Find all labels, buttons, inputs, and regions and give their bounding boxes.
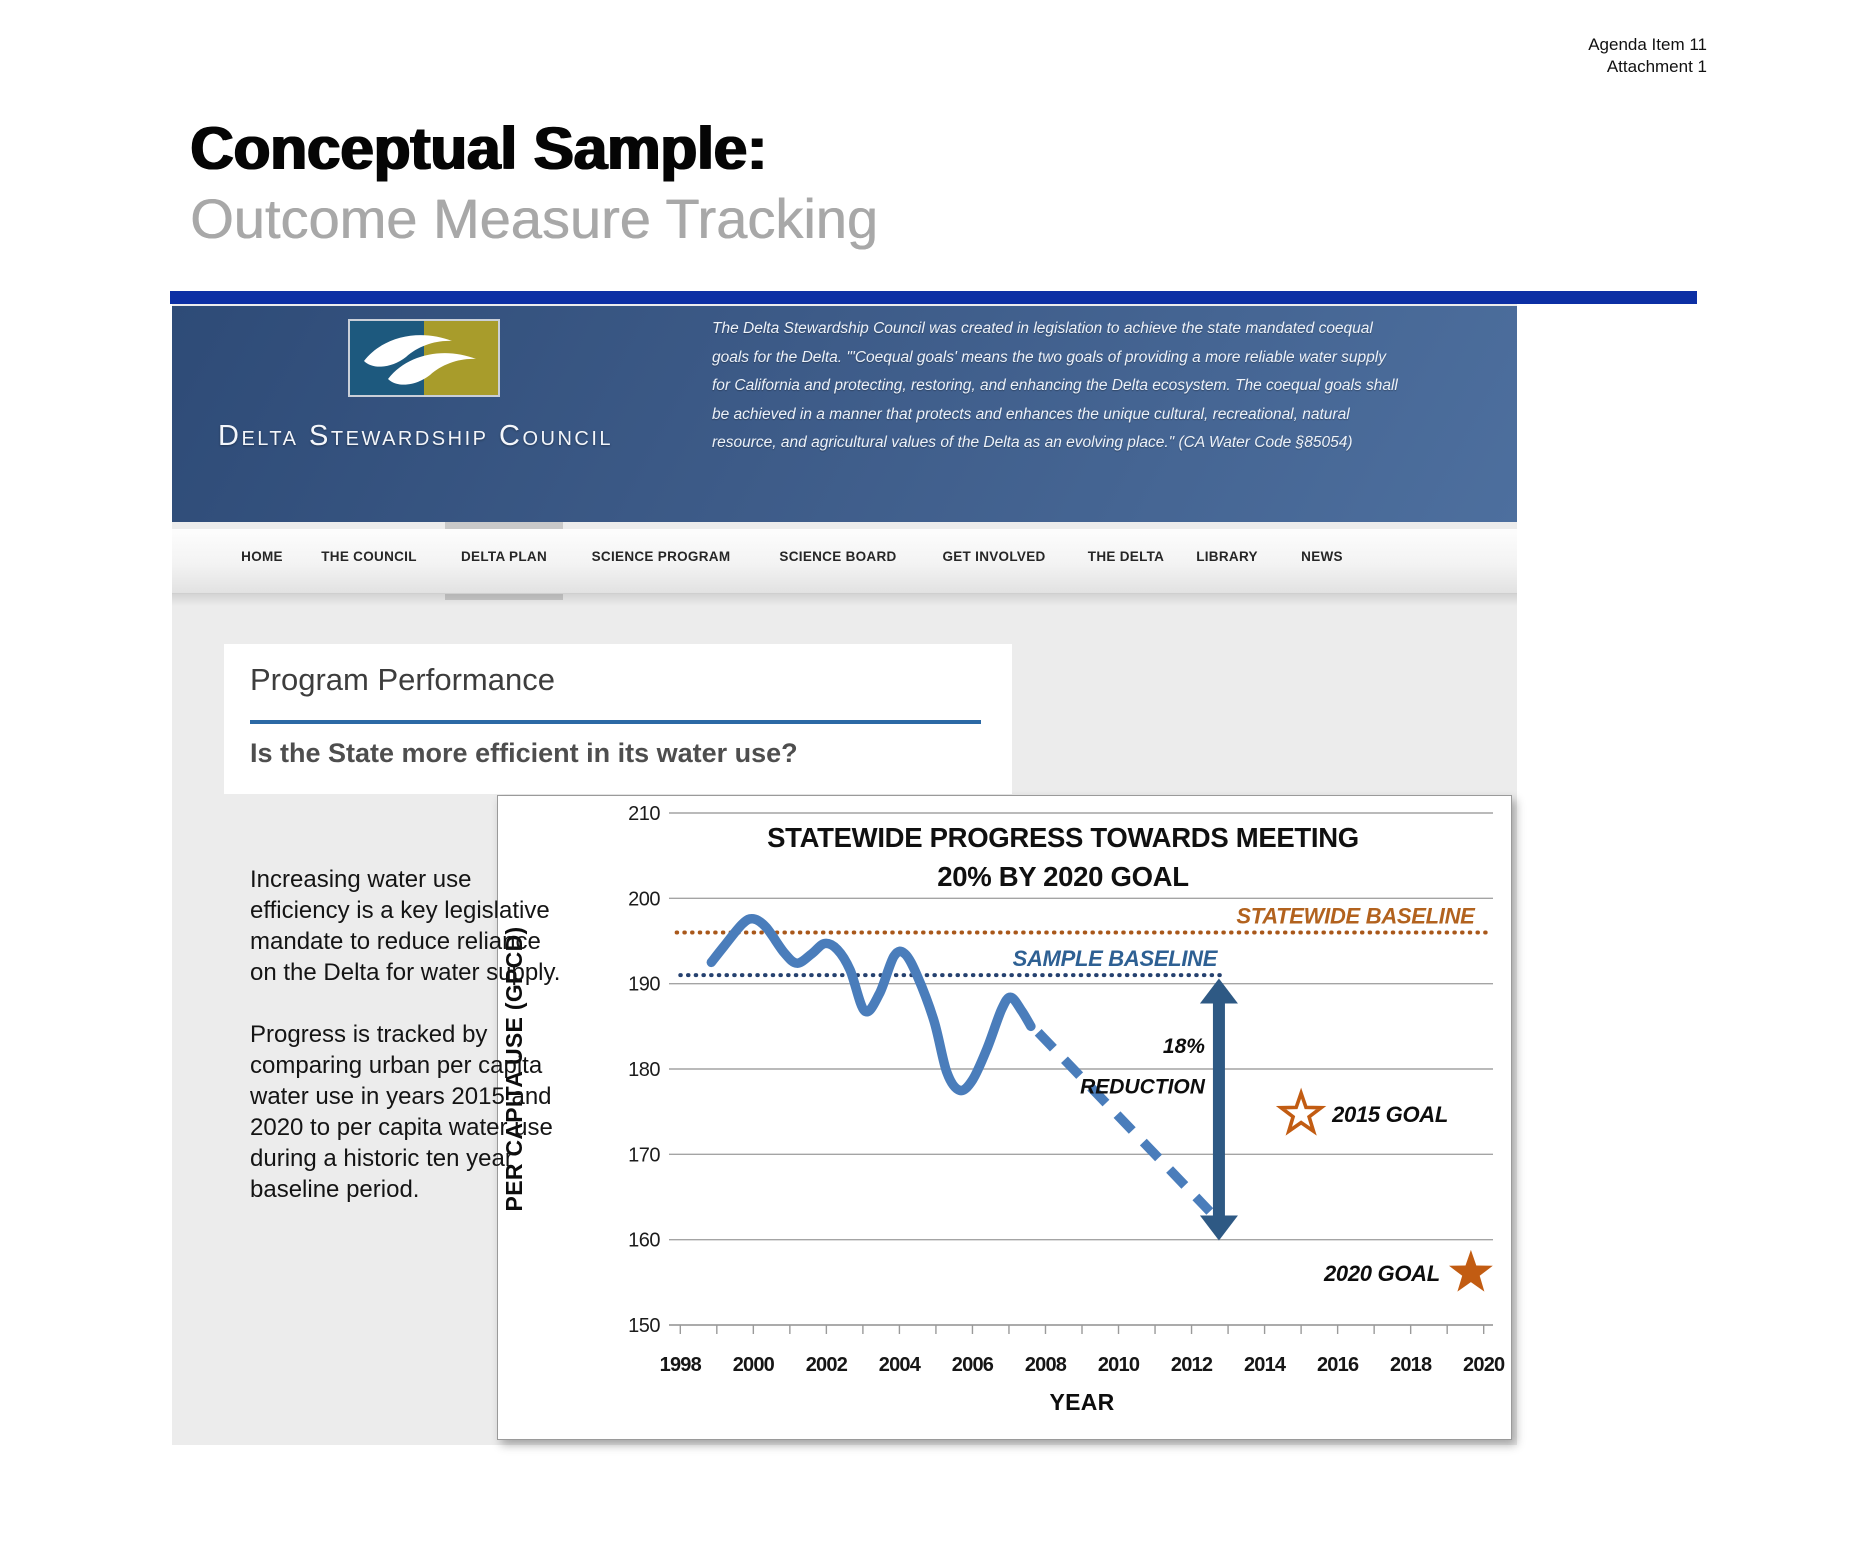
nav-item-news[interactable]: NEWS <box>1301 549 1343 564</box>
nav-item-library[interactable]: LIBRARY <box>1196 549 1258 564</box>
chart-title-line1: STATEWIDE PROGRESS TOWARDS MEETING <box>767 822 1359 853</box>
x-tick-label-2006: 2006 <box>951 1354 994 1376</box>
nav-item-the-delta[interactable]: THE DELTA <box>1087 549 1165 564</box>
nav-item-home[interactable]: HOME <box>241 549 283 564</box>
x-tick-label-2016: 2016 <box>1316 1354 1359 1376</box>
goal-label-1: 2020 GOAL <box>1324 1260 1440 1286</box>
y-tick-label-200: 200 <box>628 888 660 911</box>
nav-item-science-program[interactable]: SCIENCE PROGRAM <box>591 549 731 564</box>
mission-quote <box>712 315 1687 458</box>
paragraph-1: Increasing water use efficiency is a key legislative mandate to reduce reliance on the Delta for water supply. <box>250 866 561 986</box>
x-tick-label-2018: 2018 <box>1390 1354 1432 1376</box>
slide-title: Conceptual Sample: <box>190 115 767 182</box>
y-tick-label-150: 150 <box>628 1315 660 1337</box>
x-tick-label-2000: 2000 <box>732 1354 774 1376</box>
agenda-item-line: Agenda Item 11 <box>1588 35 1707 54</box>
delta-council-logo-icon <box>348 319 500 397</box>
nav-item-get-involved[interactable]: GET INVOLVED <box>942 549 1046 564</box>
x-tick-label-2008: 2008 <box>1024 1354 1067 1376</box>
performance-question: Is the State more efficient in its water use? <box>250 738 798 768</box>
y-tick-label-190: 190 <box>628 973 660 996</box>
baseline-label-0: STATEWIDE BASELINE <box>1236 903 1475 929</box>
y-tick-label-160: 160 <box>628 1229 660 1252</box>
goal-star-outline-icon <box>1281 1093 1321 1131</box>
y-tick-label-180: 180 <box>628 1059 660 1081</box>
quote-line: resource, and agricultural values of the Delta as an evolving place." (CA Water Code §85054) <box>712 434 1353 452</box>
x-tick-label-2002: 2002 <box>805 1354 848 1376</box>
reduction-arrow-head-down <box>1200 1216 1238 1241</box>
reduction-label-1: REDUCTION <box>1080 1075 1205 1099</box>
quote-line: The Delta Stewardship Council was created in legislation to achieve the state mandated coequal <box>712 320 1373 337</box>
quote-line: be achieved in a manner that protects and enhances the unique cultural, recreational, natural <box>712 405 1350 423</box>
nav-item-delta-plan[interactable]: DELTA PLAN <box>461 549 547 564</box>
outcome-chart <box>498 796 1511 1439</box>
slide-divider-bar <box>170 291 1697 304</box>
x-tick-label-2020: 2020 <box>1463 1354 1505 1376</box>
navbar-shadow <box>172 594 1517 606</box>
slide-subtitle: Outcome Measure Tracking <box>190 187 878 250</box>
section-title: Program Performance <box>250 662 555 697</box>
explanatory-text <box>250 864 572 1236</box>
website-capture <box>172 304 1517 1445</box>
reduction-label-0: 18% <box>1162 1034 1205 1058</box>
chart-title-line2: 20% BY 2020 GOAL <box>937 861 1189 892</box>
x-tick-label-1998: 1998 <box>659 1354 701 1376</box>
x-tick-label-2004: 2004 <box>878 1354 921 1376</box>
y-axis-title: PER CAPITA USE (GPCD) <box>501 926 527 1212</box>
reduction-arrow-head-up <box>1200 979 1238 1004</box>
x-axis-title: YEAR <box>1049 1389 1115 1415</box>
baseline-label-1: SAMPLE BASELINE <box>1012 946 1218 972</box>
nav-item-the-council[interactable]: THE COUNCIL <box>321 549 417 564</box>
program-performance-card <box>224 644 1012 794</box>
series-historic-line <box>711 919 1031 1091</box>
site-header <box>172 306 1517 522</box>
series-projection-dashed-line <box>1038 1032 1210 1211</box>
y-tick-label-170: 170 <box>628 1144 660 1167</box>
y-tick-label-210: 210 <box>628 803 660 825</box>
agenda-corner-note <box>1588 34 1707 78</box>
goal-star-filled-icon <box>1449 1250 1493 1292</box>
x-tick-label-2014: 2014 <box>1243 1354 1286 1376</box>
quote-line: for California and protecting, restoring, and enhancing the Delta ecosystem. The coequal goals shall <box>712 377 1398 395</box>
x-tick-label-2012: 2012 <box>1170 1354 1213 1376</box>
chart-panel <box>497 795 1512 1440</box>
paragraph-2: Progress is tracked by comparing urban per capita water use in years 2015 and 2020 to per capita water use during a historic ten year baseline period. <box>250 1021 553 1203</box>
attachment-line: Attachment 1 <box>1606 57 1707 76</box>
goal-label-0: 2015 GOAL <box>1332 1102 1449 1128</box>
org-name: Delta Stewardship Council <box>218 420 614 452</box>
x-tick-label-2010: 2010 <box>1097 1354 1140 1376</box>
nav-item-science-board[interactable]: SCIENCE BOARD <box>779 549 897 564</box>
quote-line: goals for the Delta. "'Coequal goals' means the two goals of providing a more reliable water supply <box>712 348 1386 366</box>
section-title-rule <box>250 720 981 724</box>
